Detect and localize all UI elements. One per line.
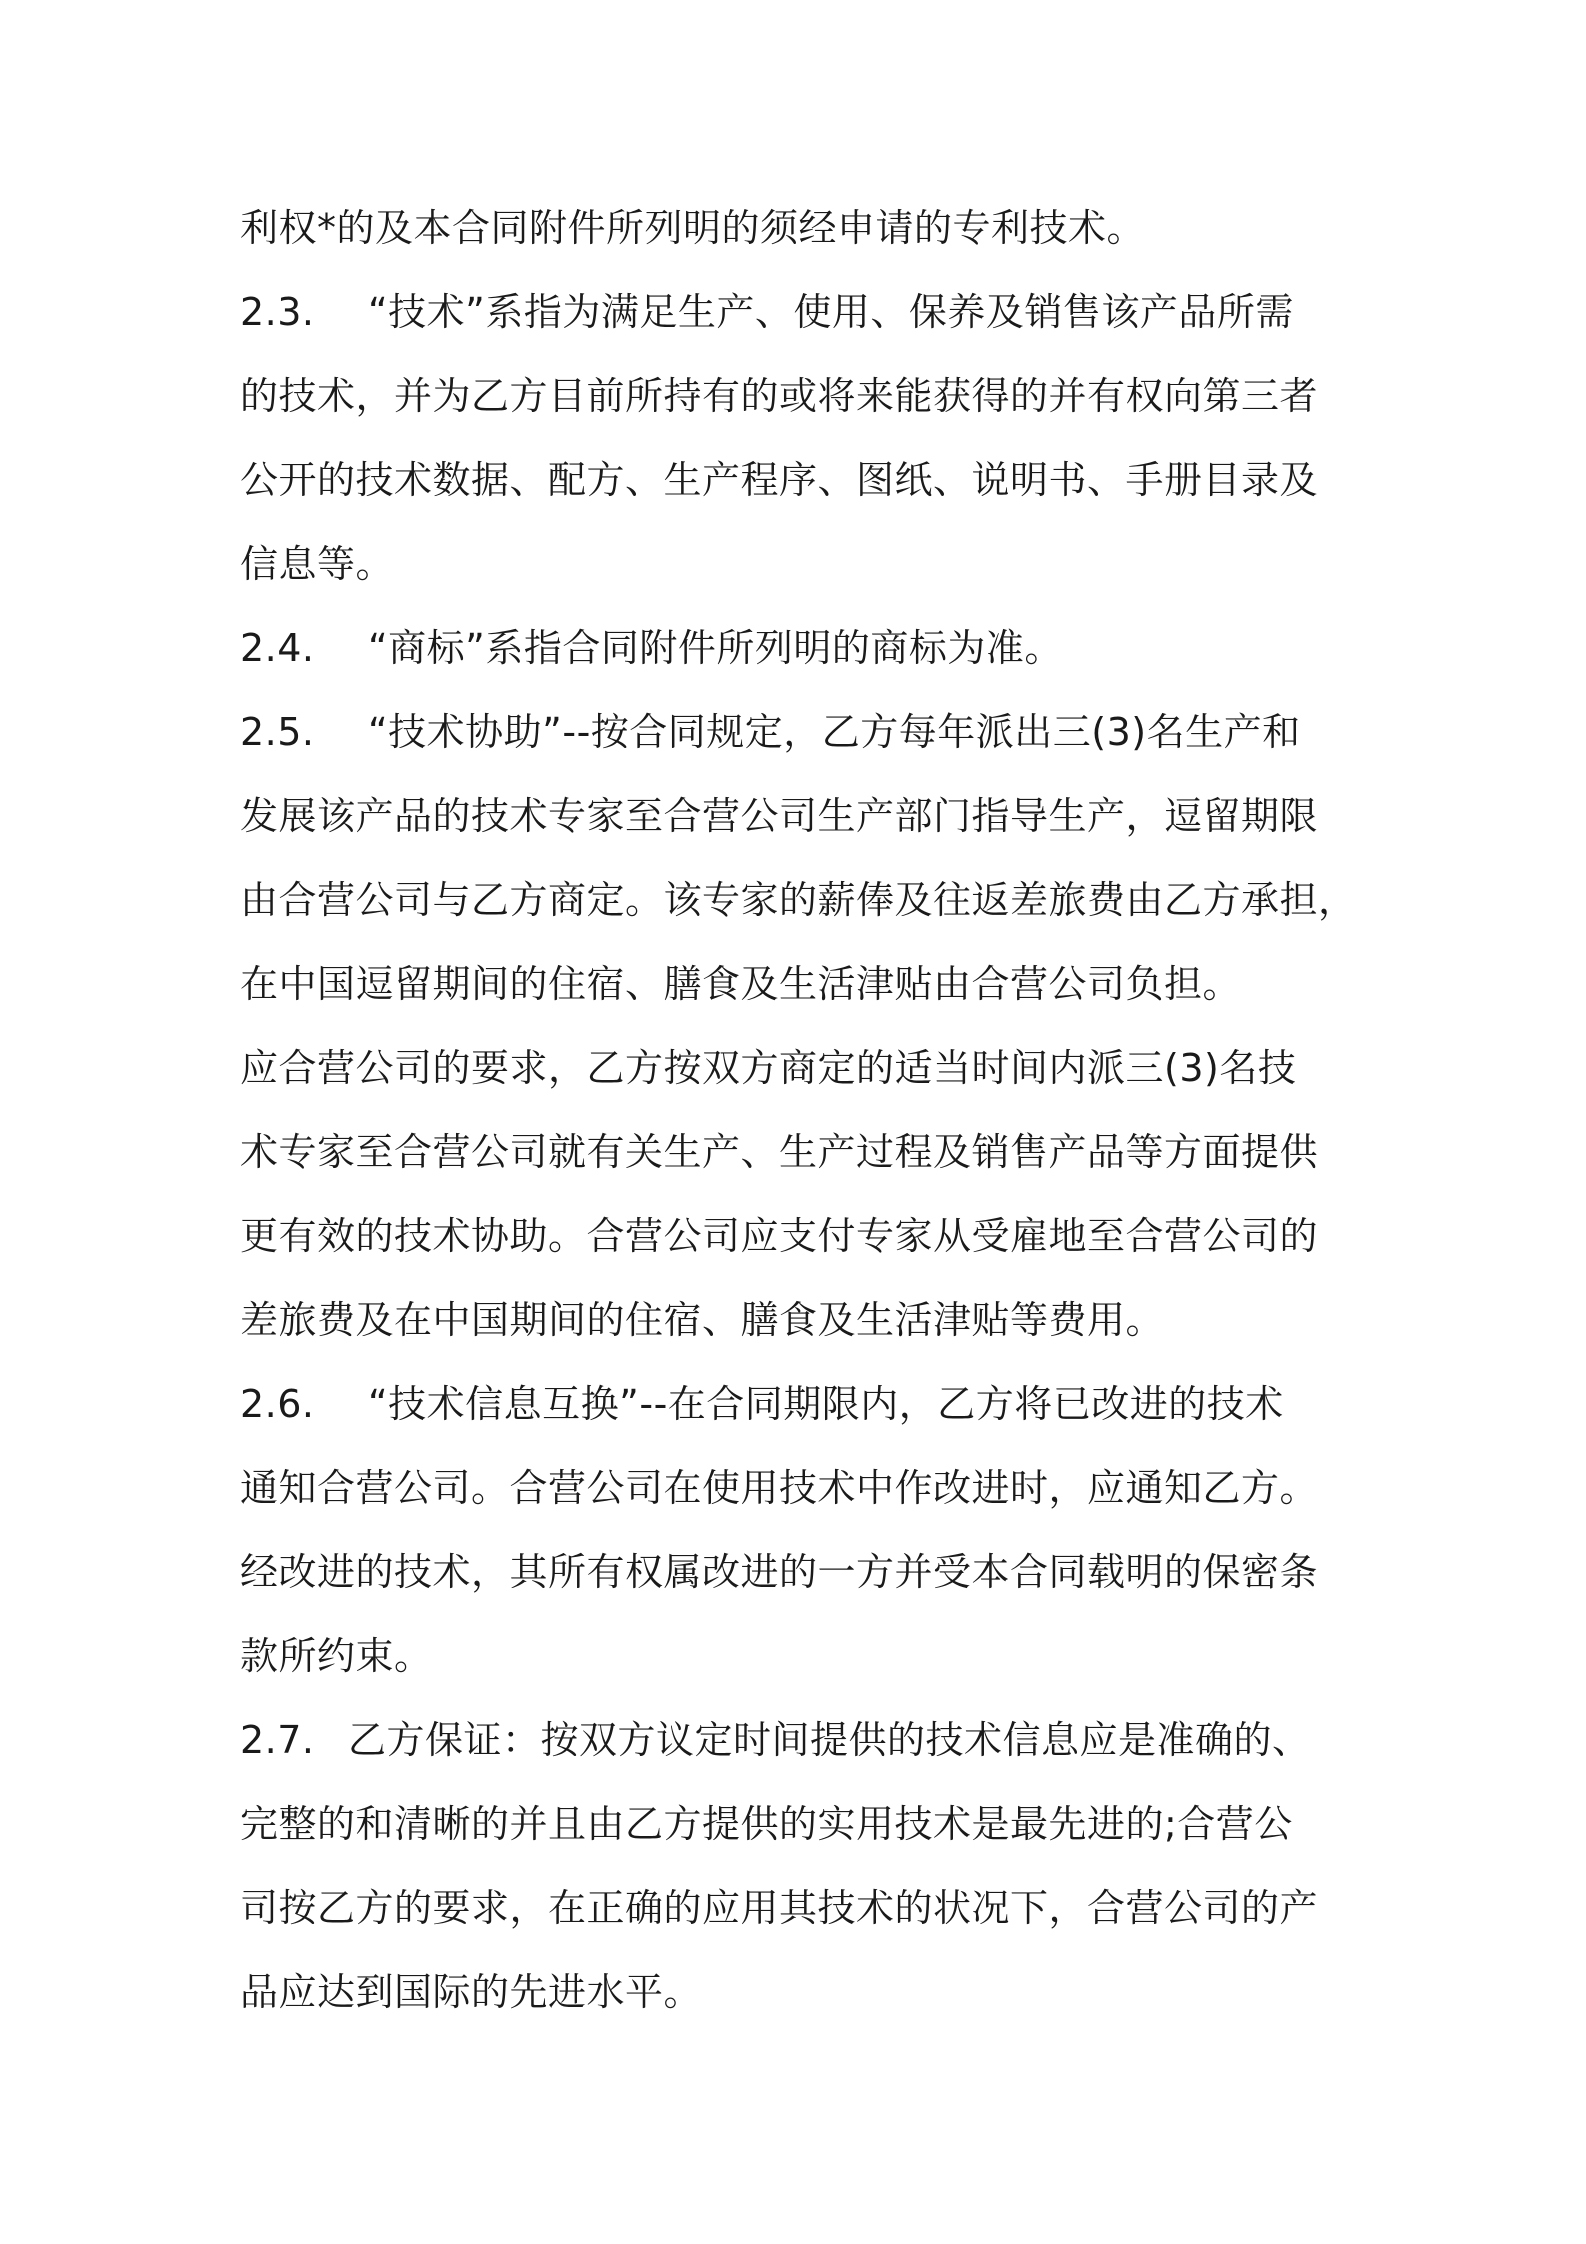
line-text: 术专家至合营公司就有关生产、生产过程及销售产品等方面提供 <box>240 1130 1319 1174</box>
clause-2-3 <box>240 270 1400 354</box>
text-line <box>240 1278 1400 1362</box>
text-line <box>240 1866 1400 1950</box>
line-text: 差旅费及在中国期间的住宿、膳食及生活津贴等费用。 <box>240 1298 1165 1342</box>
clause-number: 2.3. <box>240 290 315 334</box>
clause-number: 2.5. <box>240 710 315 754</box>
clause-2-4 <box>240 606 1400 690</box>
text-line <box>240 186 1400 270</box>
line-text: 利权*的及本合同附件所列明的须经申请的专利技术。 <box>240 206 1146 250</box>
line-text: “商标”系指合同附件所列明的商标为准。 <box>368 626 1063 670</box>
line-text: “技术”系指为满足生产、使用、保养及销售该产品所需 <box>368 290 1294 334</box>
line-text: 完整的和清晰的并且由乙方提供的实用技术是最先进的;合营公 <box>240 1802 1293 1846</box>
line-text: 应合营公司的要求，乙方按双方商定的适当时间内派三(3)名技 <box>240 1046 1297 1090</box>
text-line <box>240 354 1400 438</box>
line-text: 款所约束。 <box>240 1634 433 1678</box>
clause-number: 2.6. <box>240 1382 315 1426</box>
line-text: 经改进的技术，其所有权属改进的一方并受本合同载明的保密条 <box>240 1550 1319 1594</box>
line-text: 通知合营公司。合营公司在使用技术中作改进时，应通知乙方。 <box>240 1466 1319 1510</box>
text-line <box>240 522 1400 606</box>
line-text: 乙方保证：按双方议定时间提供的技术信息应是准确的、 <box>348 1718 1311 1762</box>
line-text: “技术信息互换”--在合同期限内，乙方将已改进的技术 <box>368 1382 1284 1426</box>
line-text: “技术协助”--按合同规定，乙方每年派出三(3)名生产和 <box>368 710 1301 754</box>
line-text: 公开的技术数据、配方、生产程序、图纸、说明书、手册目录及 <box>240 458 1319 502</box>
line-text: 在中国逗留期间的住宿、膳食及生活津贴由合营公司负担。 <box>240 962 1242 1006</box>
line-text: 由合营公司与乙方商定。该专家的薪俸及往返差旅费由乙方承担， <box>240 878 1357 922</box>
text-line <box>240 942 1400 1026</box>
text-line <box>240 1446 1400 1530</box>
line-text: 司按乙方的要求，在正确的应用其技术的状况下，合营公司的产 <box>240 1886 1319 1930</box>
text-line <box>240 438 1400 522</box>
text-line <box>240 1782 1400 1866</box>
text-line <box>240 1110 1400 1194</box>
clause-2-7 <box>240 1698 1400 1782</box>
text-line <box>240 1194 1400 1278</box>
line-text: 发展该产品的技术专家至合营公司生产部门指导生产，逗留期限 <box>240 794 1319 838</box>
text-line <box>240 858 1400 942</box>
line-text: 品应达到国际的先进水平。 <box>240 1970 703 2014</box>
line-text: 信息等。 <box>240 542 395 586</box>
text-line <box>240 1026 1400 1110</box>
text-line <box>240 1950 1400 2034</box>
clause-number: 2.4. <box>240 626 315 670</box>
text-line <box>240 1614 1400 1698</box>
clause-2-5 <box>240 690 1400 774</box>
line-text: 的技术，并为乙方目前所持有的或将来能获得的并有权向第三者 <box>240 374 1319 418</box>
clause-number: 2.7. <box>240 1718 315 1762</box>
text-line <box>240 774 1400 858</box>
clause-2-6 <box>240 1362 1400 1446</box>
line-text: 更有效的技术协助。合营公司应支付专家从受雇地至合营公司的 <box>240 1214 1319 1258</box>
text-line <box>240 1530 1400 1614</box>
